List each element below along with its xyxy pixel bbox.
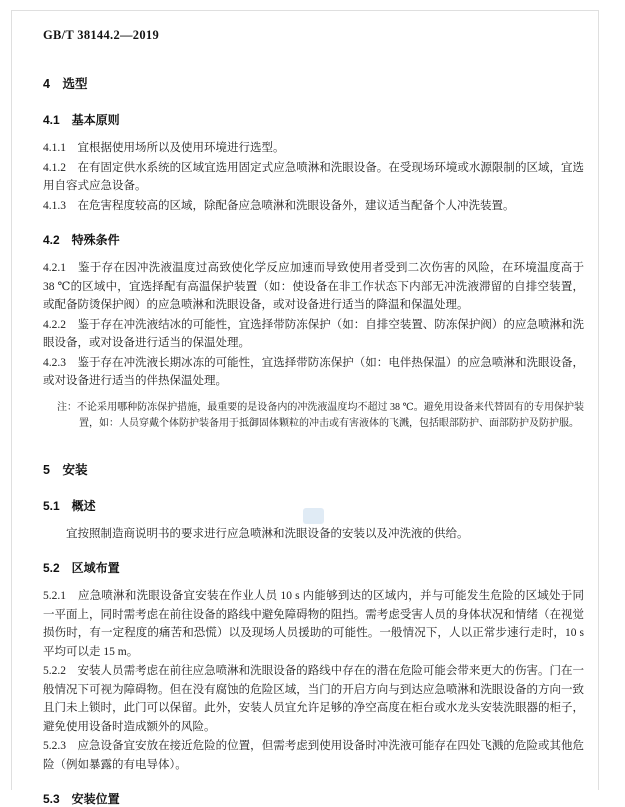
section-heading-5-3: 5.3 安装位置 [43, 792, 120, 806]
section-heading-5-1: 5.1 概述 [43, 498, 96, 513]
paragraph-4-2-1: 4.2.1 鉴于存在因冲洗液温度过高致使化学反应加速而导致使用者受到二次伤害的风险，在环境温度高于 38 ℃的区域中，宜选择配有高温保护装置（如：使设备在非工作状态下内部无冲洗液滞留的自排空装置，或配备防烫保护阀）的应急喷淋和洗眼设备，或对设备进行适当的降温和保温处理。 [43, 262, 584, 311]
paragraph-5-2-3: 5.2.3 应急设备宜安放在接近危险的位置，但需考虑到使用设备时冲洗液可能存在四处飞溅的危险或其他危险（例如暴露的有电导体）。 [43, 740, 584, 771]
paragraph-5-1: 宜按照制造商说明书的要求进行应急喷淋和洗眼设备的安装以及冲洗液的供给。 [66, 527, 469, 540]
section-heading-4: 4 选型 [43, 77, 88, 91]
paragraph-5-2-2: 5.2.2 安装人员需考虑在前往应急喷淋和洗眼设备的路线中存在的潜在危险可能会带来更大的伤害。门在一般情况下可视为障碍物。但在没有腐蚀的危险区域，当门的开启方向与到达应急喷淋和洗眼设备的方向一致且门未上锁时，此门可以保留。此外，安装人员宜允许足够的净空高度在柜台或水龙头安装洗眼器的柜子，避免使用设备时造成额外的风险。 [43, 665, 584, 733]
paragraph-5-2-1: 5.2.1 应急喷淋和洗眼设备宜安装在作业人员 10 s 内能够到达的区域内，并与可能发生危险的区域处于同一平面上，同时需考虑在前往设备的路线中避免障碍物的阻挡。需考虑受害人员的身体状况和情绪（在视觉损伤时，有一定程度的痛苦和恐慌）以及现场人员援助的可能性。一般情况下，人以正常步速行走时，10 s 平均可以走 15 m。 [43, 590, 584, 658]
document-page [11, 10, 599, 806]
section-heading-5-2: 5.2 区域布置 [43, 561, 120, 575]
section-heading-5: 5 安装 [43, 462, 88, 477]
standard-number: GB/T 38144.2—2019 [43, 28, 159, 42]
paragraph-4-1-2: 4.1.2 在有固定供水系统的区域宜选用固定式应急喷淋和洗眼设备。在受现场环境或水源限制的区域，宜选用自容式应急设备。 [43, 161, 584, 192]
paragraph-4-2-2: 4.2.2 鉴于存在冲洗液结冰的可能性，宜选择带防冻保护（如：自排空装置、防冻保护阀）的应急喷淋和洗眼设备，或对设备进行适当的保温处理。 [43, 318, 584, 349]
watermark-stamp [303, 508, 324, 524]
paragraph-4-1-3: 4.1.3 在危害程度较高的区域，除配备应急喷淋和洗眼设备外，建议适当配备个人冲洗装置。 [43, 199, 515, 212]
section-heading-4-2: 4.2 特殊条件 [43, 233, 120, 247]
note-paragraph: 注：不论采用哪种防冻保护措施，最重要的是设备内的冲洗液温度均不超过 38 ℃。避免用设备来代替固有的专用保护装置，如：人员穿戴个体防护装备用于抵御固体颗粒的冲击或有害液体的飞溅，包括眼部防护、面部防护及防护服。 [57, 401, 584, 429]
paragraph-4-1-1: 4.1.1 宜根据使用场所以及使用环境进行选型。 [43, 142, 285, 154]
paragraph-4-2-3: 4.2.3 鉴于存在冲洗液长期冰冻的可能性，宜选择带防冻保护（如：电伴热保温）的应急喷淋和洗眼设备，或对设备进行适当的伴热保温处理。 [43, 356, 584, 387]
section-heading-4-1: 4.1 基本原则 [43, 113, 120, 127]
